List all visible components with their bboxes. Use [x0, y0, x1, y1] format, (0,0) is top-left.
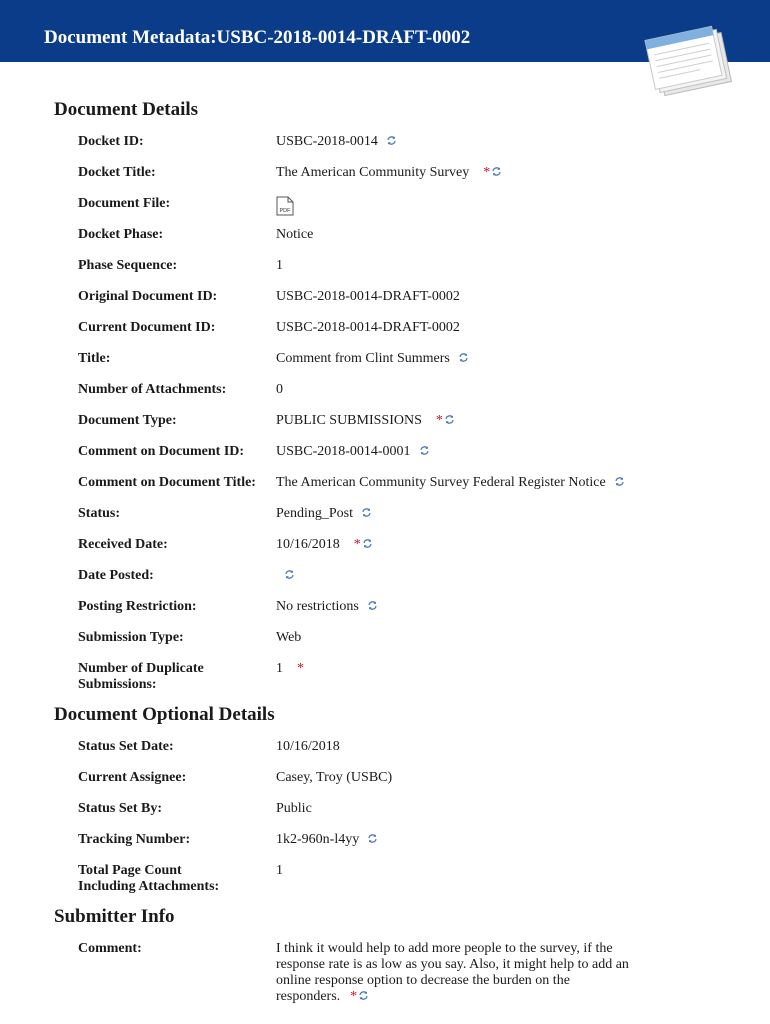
- section-title-document-details: Document Details: [54, 99, 199, 120]
- field-label: Comment on Document Title:: [78, 475, 256, 490]
- field-label: Document File:: [78, 196, 171, 211]
- sync-arrows-icon[interactable]: [284, 569, 295, 580]
- field-value: The American Community Survey: [276, 165, 470, 180]
- field-value: Web: [276, 630, 302, 645]
- field-label: Received Date:: [78, 537, 168, 552]
- field-value: Comment from Clint Summers: [276, 351, 450, 366]
- field-label: Current Assignee:: [78, 770, 187, 785]
- sync-arrows-icon[interactable]: [362, 538, 373, 549]
- field-value: Notice: [276, 227, 314, 242]
- field-label: Number of Attachments:: [78, 382, 227, 397]
- section-title-document-optional-details: Document Optional Details: [54, 704, 275, 725]
- field-label: Current Document ID:: [78, 320, 216, 335]
- required-marker: *: [353, 537, 361, 552]
- sync-arrows-icon[interactable]: [358, 990, 369, 1001]
- field-label: Docket Title:: [78, 165, 156, 180]
- field-label: Status Set By:: [78, 801, 163, 816]
- field-label: Comment:: [78, 941, 142, 956]
- field-value: 1: [276, 863, 283, 878]
- document-stack-icon: [628, 18, 746, 100]
- field-value: USBC-2018-0014-DRAFT-0002: [276, 289, 460, 304]
- sync-arrows-icon[interactable]: [361, 507, 372, 518]
- field-value: 10/16/2018: [276, 537, 340, 552]
- required-marker: *: [483, 165, 491, 180]
- field-label: Original Document ID:: [78, 289, 218, 304]
- required-marker: *: [350, 989, 358, 1004]
- field-value: No restrictions: [276, 599, 359, 614]
- field-label: Posting Restriction:: [78, 599, 197, 614]
- field-value: I think it would help to add more people to the survey, if the response rate is as low as you say. Also, it might help to add an online response option to decrease the burden on the responders.: [276, 941, 629, 1004]
- field-value: Pending_Post: [276, 506, 354, 521]
- field-label: Comment on Document ID:: [78, 444, 245, 459]
- sync-arrows-icon[interactable]: [386, 135, 397, 146]
- field-value: PUBLIC SUBMISSIONS: [276, 413, 422, 428]
- sync-arrows-icon[interactable]: [367, 833, 378, 844]
- field-label: Phase Sequence:: [78, 258, 178, 273]
- field-value: USBC-2018-0014-DRAFT-0002: [276, 320, 460, 335]
- field-value: The American Community Survey Federal Register Notice: [276, 475, 606, 490]
- sync-arrows-icon[interactable]: [419, 445, 430, 456]
- field-label: Submission Type:: [78, 630, 184, 645]
- section-title-submitter-info: Submitter Info: [54, 906, 175, 927]
- field-value: USBC-2018-0014: [276, 134, 378, 149]
- field-label: Total Page Count Including Attachments:: [78, 863, 220, 894]
- field-label: Number of Duplicate Submissions:: [78, 661, 204, 692]
- svg-text:PDF: PDF: [279, 208, 291, 214]
- field-label: Document Type:: [78, 413, 177, 428]
- field-value: 1k2-960n-l4yy: [276, 832, 360, 847]
- field-label: Docket Phase:: [78, 227, 164, 242]
- field-value: Casey, Troy (USBC): [276, 770, 393, 785]
- sync-arrows-icon[interactable]: [614, 476, 625, 487]
- field-label: Status Set Date:: [78, 739, 174, 754]
- field-value: 1: [276, 661, 283, 676]
- pdf-file-icon[interactable]: [276, 196, 294, 216]
- field-label: Status:: [78, 506, 121, 521]
- field-label: Title:: [78, 351, 111, 366]
- sync-arrows-icon[interactable]: [444, 414, 455, 425]
- sync-arrows-icon[interactable]: [367, 600, 378, 611]
- field-value: 10/16/2018: [276, 739, 340, 754]
- required-marker: *: [297, 661, 304, 676]
- sync-arrows-icon[interactable]: [491, 166, 502, 177]
- field-label: Date Posted:: [78, 568, 154, 583]
- sync-arrows-icon[interactable]: [458, 352, 469, 363]
- required-marker: *: [435, 413, 443, 428]
- field-label: Docket ID:: [78, 134, 144, 149]
- field-value: 0: [276, 382, 283, 397]
- field-value: Public: [276, 801, 312, 816]
- field-value: 1: [276, 258, 283, 273]
- page-title: Document Metadata:USBC-2018-0014-DRAFT-0002: [44, 27, 471, 48]
- field-label: Tracking Number:: [78, 832, 191, 847]
- field-value: USBC-2018-0014-0001: [276, 444, 411, 459]
